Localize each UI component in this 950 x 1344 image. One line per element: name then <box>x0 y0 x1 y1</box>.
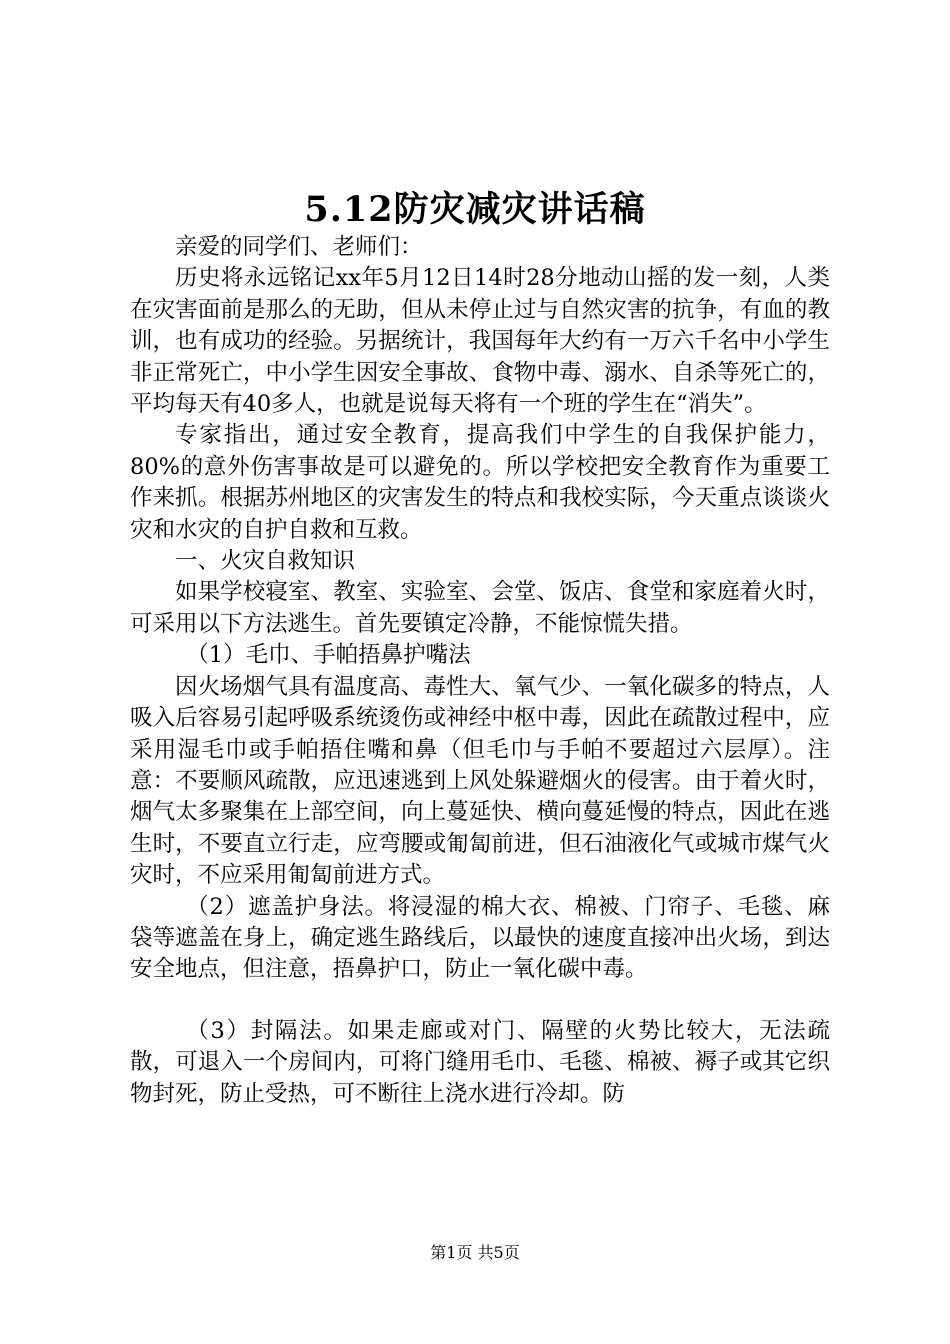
body-paragraph: 专家指出，通过安全教育，提高我们中学生的自我保护能力，80%的意外伤害事故是可以避免的。所以学校把安全教育作为重要工作来抓。根据苏州地区的灾害发生的特点和我校实际，今天重点谈谈火灾和水灾的自护自救和互救。 <box>130 422 830 543</box>
body-paragraph: （2）遮盖护身法。将浸湿的棉大衣、棉被、门帘子、毛毯、麻袋等遮盖在身上，确定逃生路线后，以最快的速度直接冲出火场，到达安全地点，但注意，捂鼻护口，防止一氧化碳中毒。 <box>130 893 830 983</box>
body-paragraph: （3）封隔法。如果走廊或对门、隔壁的火势比较大，无法疏散，可退入一个房间内，可将门缝用毛巾、毛毯、棉被、褥子或其它织物封死，防止受热，可不断往上浇水进行冷却。防 <box>130 1017 830 1107</box>
section-heading: 一、火灾自救知识 <box>175 548 356 575</box>
document-title: 5.12防灾减灾讲话稿 <box>304 189 646 230</box>
body-paragraph: 如果学校寝室、教室、实验室、会堂、饭店、食堂和家庭着火时，可采用以下方法逃生。首先要镇定冷静，不能惊慌失措。 <box>130 579 830 637</box>
page-number-footer: 第1页 共5页 <box>430 1243 520 1262</box>
subsection-heading: （1）毛巾、手帕捂鼻护嘴法 <box>186 642 471 669</box>
salutation-paragraph: 亲爱的同学们、老师们： <box>175 234 423 260</box>
body-paragraph: 因火场烟气具有温度高、毒性大、氧气少、一氧化碳多的特点，人吸入后容易引起呼吸系统烫伤或神经中枢中毒，因此在疏散过程中，应采用湿毛巾或手帕捂住嘴和鼻（但毛巾与手帕不要超过六层厚）。注意：不要顺风疏散，应迅速逃到上风处躲避烟火的侵害。由于着火时，烟气太多聚集在上部空间，向上蔓延快、横向蔓延慢的特点，因此在逃生时，不要直立行走，应弯腰或匍匐前进，但石油液化气或城市煤气火灾时，不应采用匍匐前进方式。 <box>130 673 830 889</box>
document-body <box>130 232 830 1110</box>
body-paragraph: 历史将永远铭记xx年5月12日14时28分地动山摇的发一刻，人类在灾害面前是那么的无助，但从未停止过与自然灾害的抗争，有血的教训，也有成功的经验。另据统计，我国每年大约有一万六千名中小学生非正常死亡，中小学生因安全事故、食物中毒、溺水、自杀等死亡的，平均每天有40多人，也就是说每天将有一个班的学生在“消失”。 <box>130 265 830 418</box>
